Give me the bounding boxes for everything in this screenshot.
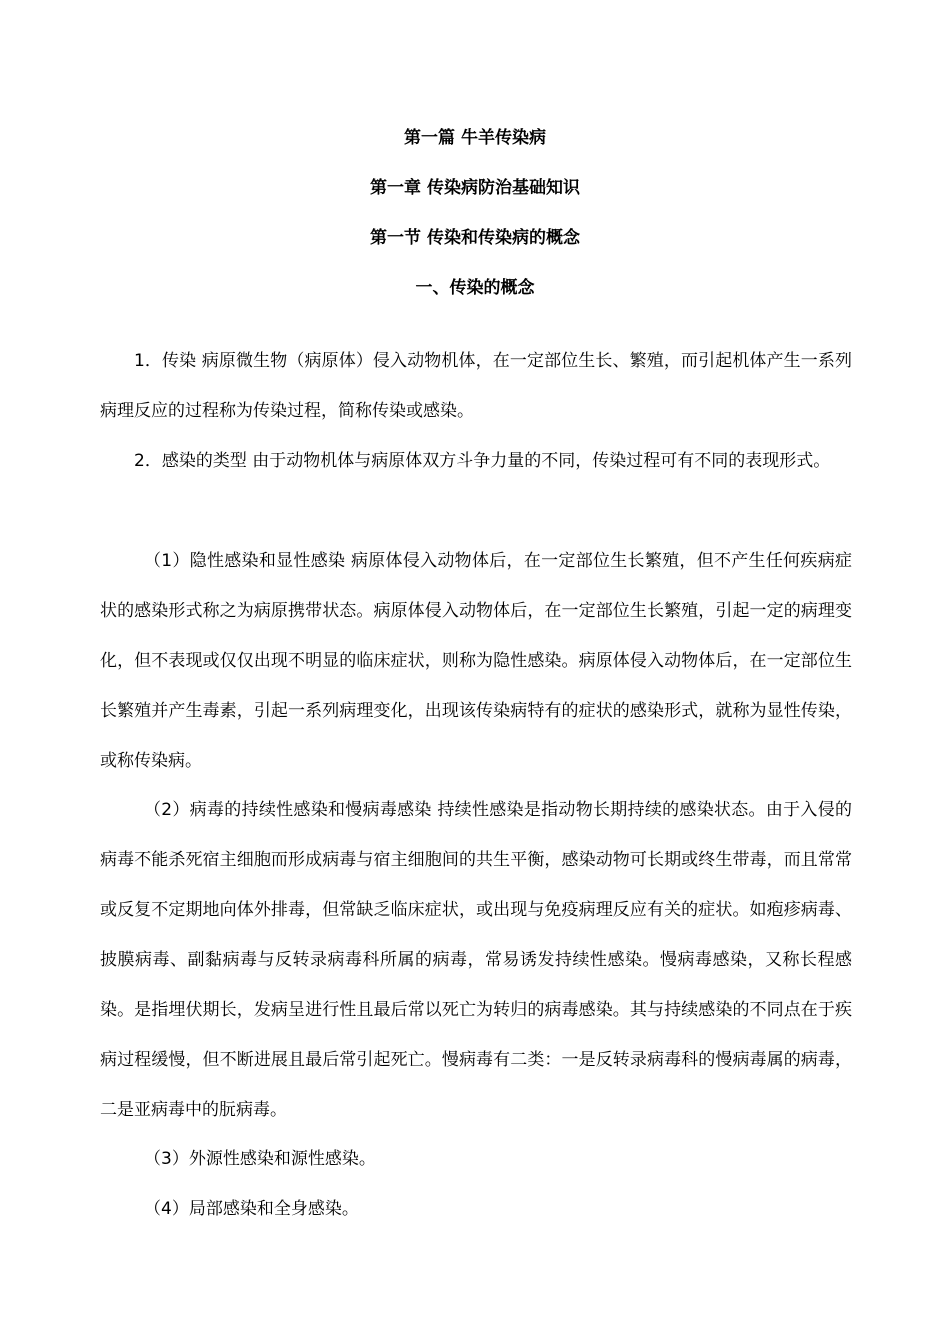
paragraph-latent-apparent-infection: （1）隐性感染和显性感染 病原体侵入动物体后，在一定部位生长繁殖，但不产生任何疾病症状的感染形式称之为病原携带状态。病原体侵入动物体后，在一定部位生长繁殖，引起一定的病理变化，但不表现或仅仅出现不明显的临床症状，则称为隐性感染。病原体侵入动物体后，在一定部位生长繁殖并产生毒素，引起一系列病理变化，出现该传染病特有的症状的感染形式，就称为显性传染，或称传染病。 (100, 551, 852, 771)
paragraph-persistent-slow-virus-infection: （2）病毒的持续性感染和慢病毒感染 持续性感染是指动物长期持续的感染状态。由于入侵的病毒不能杀死宿主细胞而形成病毒与宿主细胞间的共生平衡，感染动物可长期或终生带毒，而且常常或反复不定期地向体外排毒，但常缺乏临床症状，或出现与免疫病理反应有关的症状。如疱疹病毒、披膜病毒、副黏病毒与反转录病毒科所属的病毒，常易诱发持续性感染。慢病毒感染，又称长程感染。是指埋伏期长，发病呈进行性且最后常以死亡为转归的病毒感染。其与持续感染的不同点在于疾病过程缓慢，但不断进展且最后常引起死亡。慢病毒有二类：一是反转录病毒科的慢病毒属的病毒，二是亚病毒中的朊病毒。 (100, 800, 852, 1120)
subsection-title: 一、传染的概念 (415, 278, 535, 298)
paragraph-local-systemic-infection: （4）局部感染和全身感染。 (144, 1199, 359, 1219)
part-title: 第一篇 牛羊传染病 (404, 128, 546, 148)
paragraph-exogenous-endogenous-infection: （3）外源性感染和源性感染。 (144, 1149, 376, 1169)
chapter-title: 第一章 传染病防治基础知识 (370, 178, 580, 198)
section-title: 第一节 传染和传染病的概念 (370, 228, 580, 248)
paragraph-infection-definition: 1．传染 病原微生物（病原体）侵入动物机体，在一定部位生长、繁殖，而引起机体产生一系列病理反应的过程称为传染过程，简称传染或感染。 (100, 351, 852, 421)
paragraph-infection-types: 2．感染的类型 由于动物机体与病原体双方斗争力量的不同，传染过程可有不同的表现形式。 (134, 451, 831, 471)
